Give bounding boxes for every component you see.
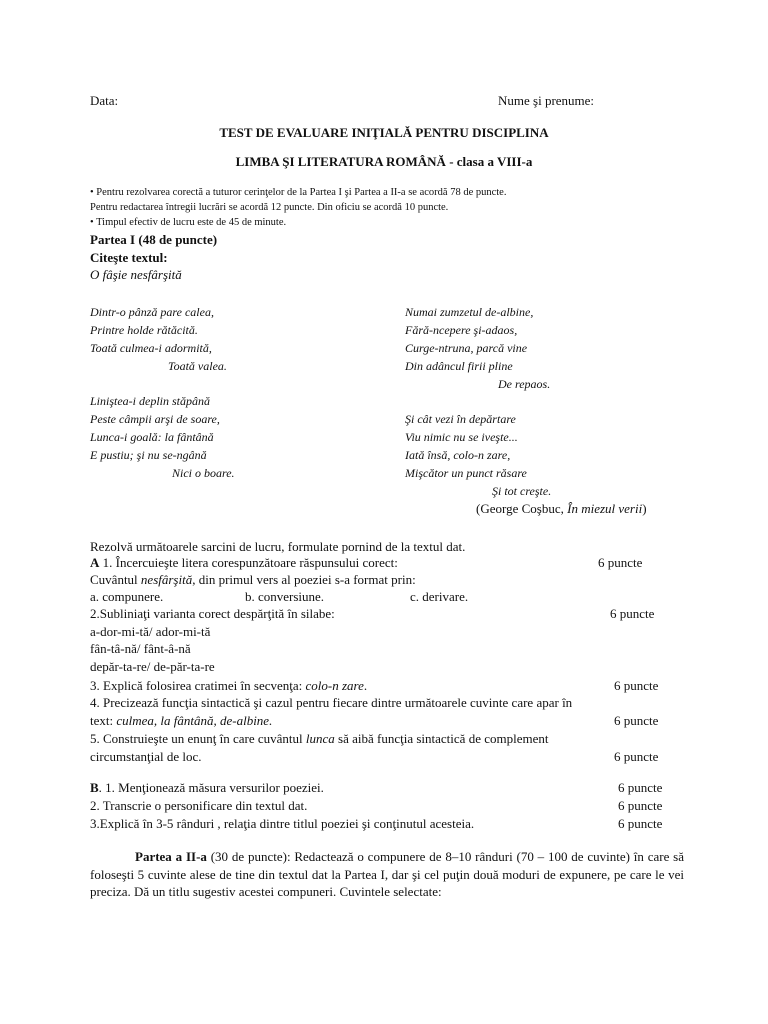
note-points-cont: Pentru redactarea întregii lucrări se acordă 12 puncte. Din oficiu se acordă 10 puncte.: [90, 202, 449, 213]
poem-verse: E pustiu; şi nu se-ngână: [90, 448, 207, 462]
task-a1-question: Cuvântul nesfârşită, din primul vers al poeziei s-a format prin:: [90, 572, 416, 587]
poem-verse: Toată valea.: [168, 359, 227, 373]
note-time: • Timpul efectiv de lucru este de 45 de minute.: [90, 217, 287, 228]
title-line-1: TEST DE EVALUARE INIŢIALĂ PENTRU DISCIPLINA: [219, 125, 549, 140]
read-text-label: Citeşte textul:: [90, 250, 168, 265]
poem-verse: Lunca-i goală: la fântână: [90, 430, 214, 444]
option-c: c. derivare.: [410, 589, 469, 604]
poem-verse: Mişcător un punct răsare: [405, 466, 527, 480]
task-points: 6 puncte: [618, 780, 663, 795]
syllable-option: a-dor-mi-tă/ ador-mi-tă: [90, 624, 211, 639]
task-a2: 2.Subliniaţi varianta corect despărţită în silabe:: [90, 606, 335, 621]
note-points: • Pentru rezolvarea corectă a tuturor cerinţelor de la Partea I şi Partea a II-a se acordă 78 de puncte.: [90, 187, 507, 198]
date-label: Data:: [90, 93, 119, 108]
task-a1: A 1. Încercuieşte litera corespunzătoare răspunsului corect:: [90, 555, 398, 570]
poem-verse: Şi tot creşte.: [492, 484, 552, 498]
name-label: Nume şi prenume:: [498, 93, 595, 108]
task-points: 6 puncte: [618, 798, 663, 813]
task-a5: 5. Construieşte un enunţ în care cuvântul lunca să aibă funcţia sintactică de complement: [90, 731, 549, 746]
poem-verse: Din adâncul firii pline: [405, 359, 513, 373]
part2-paragraph: Partea a II-a (30 de puncte): Redactează o compunere de 8–10 rânduri (70 – 100 de cuvinte) în care să foloseşti 5 cuvinte alese de tine din textul dat la Partea I, dar şi cel puţin două moduri de expunere, pe care le vei preciza. Dă un titlu sugestiv acestei compuneri. Cuvintele selectate:: [90, 849, 685, 899]
poem-verse: Peste câmpii arşi de soare,: [90, 412, 220, 426]
option-b: b. conversiune.: [245, 589, 325, 604]
poem-verse: Printre holde rătăcită.: [90, 323, 198, 337]
poem-verse: Numai zumzetul de-albine,: [405, 305, 534, 319]
syllable-option: fân-tâ-nă/ fânt-â-nă: [90, 641, 191, 656]
poem-verse: Şi cât vezi în depărtare: [405, 412, 516, 426]
task-b2: 2. Transcrie o personificare din textul dat.: [90, 798, 308, 813]
task-points: 6 puncte: [598, 555, 643, 570]
poem-verse: Fără-ncepere şi-adaos,: [405, 323, 518, 337]
poem-verse: De repaos.: [498, 377, 551, 391]
syllable-option: depăr-ta-re/ de-păr-ta-re: [90, 659, 215, 674]
task-a5-cont: circumstanţial de loc.: [90, 749, 202, 764]
poem-title: O fâşie nesfârşită: [90, 267, 182, 282]
poem-verse: Liniştea-i deplin stăpână: [90, 394, 210, 408]
poem-verse: Curge-ntruna, parcă vine: [405, 341, 528, 355]
title-line-2: LIMBA ŞI LITERATURA ROMÂNĂ - clasa a VIII-a: [235, 154, 533, 169]
part1-heading: Partea I (48 de puncte): [90, 232, 218, 247]
task-points: 6 puncte: [614, 713, 659, 728]
poem-verse: Viu nimic nu se iveşte...: [405, 430, 518, 444]
task-points: 6 puncte: [610, 606, 655, 621]
poem-verse: Iată însă, colo-n zare,: [405, 448, 511, 462]
part2-heading: Partea a II-a: [135, 849, 207, 864]
task-a4-cont: text: culmea, la fântână, de-albine.: [90, 713, 273, 728]
task-points: 6 puncte: [614, 749, 659, 764]
poem-attribution: (George Coşbuc, În miezul verii): [476, 501, 647, 516]
task-points: 6 puncte: [618, 816, 663, 831]
poem-verse: Nici o boare.: [172, 466, 235, 480]
tasks-intro: Rezolvă următoarele sarcini de lucru, formulate pornind de la textul dat.: [90, 539, 466, 554]
poem-verse: Dintr-o pânză pare calea,: [90, 305, 214, 319]
task-a3: 3. Explică folosirea cratimei în secvenţa: colo-n zare.: [90, 678, 368, 693]
task-points: 6 puncte: [614, 678, 659, 693]
task-a4: 4. Precizează funcţia sintactică şi cazul pentru fiecare dintre următoarele cuvinte care apar în: [90, 695, 573, 710]
task-b1: B. 1. Menţionează măsura versurilor poeziei.: [90, 780, 324, 795]
option-a: a. compunere.: [90, 589, 164, 604]
task-b3: 3.Explică în 3-5 rânduri , relaţia dintre titlul poeziei şi conţinutul acesteia.: [90, 816, 475, 831]
poem-verse: Toată culmea-i adormită,: [90, 341, 212, 355]
